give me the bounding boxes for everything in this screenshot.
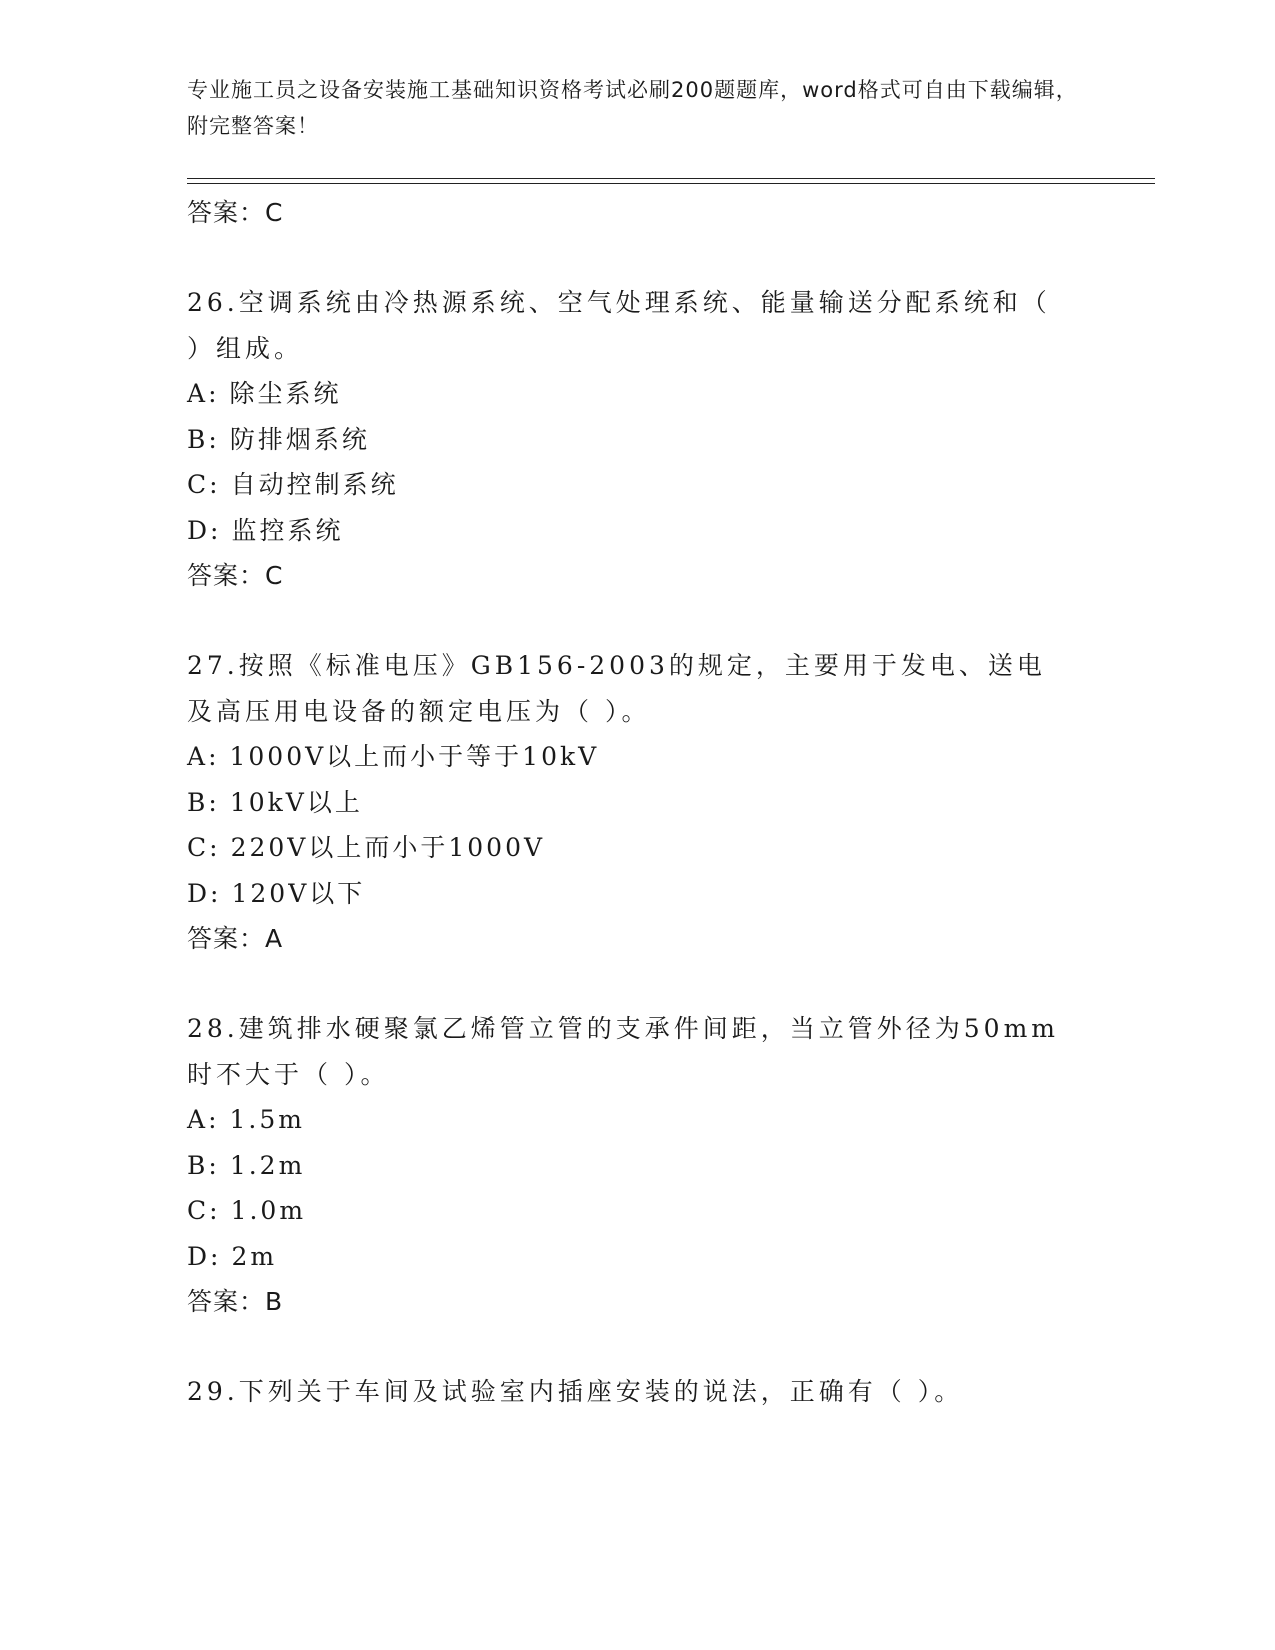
option-c	[187, 825, 1087, 871]
option-c	[187, 1188, 1087, 1234]
answer-label: 答案：	[187, 1287, 266, 1316]
option-letter: A	[187, 742, 209, 771]
option-letter: C	[187, 470, 210, 499]
option-text: 1000V以上而小于等于10kV	[229, 742, 600, 771]
option-a	[187, 734, 1087, 780]
option-text: 220V以上而小于1000V	[230, 833, 546, 862]
spacer	[187, 599, 1087, 643]
option-separator: :	[208, 424, 220, 454]
option-b	[187, 780, 1087, 826]
option-separator: :	[208, 1105, 220, 1134]
option-text: 1.0m	[230, 1196, 307, 1225]
option-letter: B	[187, 424, 209, 454]
spacer	[187, 1325, 1087, 1369]
option-letter: D	[187, 515, 211, 545]
option-separator: :	[210, 1241, 222, 1271]
option-letter: B	[187, 1150, 209, 1180]
option-text: 120V以下	[231, 878, 366, 908]
option-letter: B	[187, 787, 209, 817]
answer-label: 答案：	[187, 561, 266, 590]
answer-label: 答案：	[187, 924, 266, 953]
option-text: 2m	[231, 1241, 278, 1271]
option-separator: :	[209, 1196, 221, 1225]
option-separator: :	[210, 878, 222, 908]
question-stem: 26.空调系统由冷热源系统、空气处理系统、能量输送分配系统和（ ）组成。	[187, 288, 1051, 363]
question-block	[187, 280, 1087, 599]
option-d	[187, 1234, 1087, 1280]
answer-value: C	[265, 561, 284, 590]
option-text: 监控系统	[231, 515, 344, 545]
answer-line	[187, 1279, 1087, 1325]
option-text: 防排烟系统	[229, 424, 370, 454]
option-separator: :	[210, 515, 222, 545]
answer-value: A	[265, 924, 284, 953]
option-separator: :	[209, 833, 221, 862]
option-letter: A	[187, 379, 209, 408]
option-a	[187, 1097, 1087, 1143]
question-stem: 28.建筑排水硬聚氯乙烯管立管的支承件间距，当立管外径为50mm时不大于（ ）。	[187, 1014, 1059, 1089]
answer-line	[187, 553, 1087, 599]
option-text: 10kV以上	[229, 787, 363, 817]
option-b	[187, 1143, 1087, 1189]
answer-label: 答案：	[187, 198, 266, 227]
option-a	[187, 371, 1087, 417]
question-stem: 27.按照《标准电压》GB156-2003的规定，主要用于发电、送电及高压用电设备的额定电压为（ ）。	[187, 651, 1046, 726]
option-separator: :	[209, 470, 221, 499]
question-block	[187, 1369, 1087, 1415]
option-separator: :	[208, 379, 220, 408]
question-block	[187, 1006, 1087, 1325]
answer-line	[187, 916, 1087, 962]
question-list	[187, 190, 1087, 1415]
option-c	[187, 462, 1087, 508]
answer-line	[187, 190, 1087, 236]
option-text: 1.5m	[229, 1105, 305, 1134]
option-letter: C	[187, 1196, 210, 1225]
question-stem: 29.下列关于车间及试验室内插座安装的说法，正确有（ ）。	[187, 1377, 964, 1406]
document-header: 专业施工员之设备安装施工基础知识资格考试必刷200题题库，word格式可自由下载编辑，附完整答案！	[187, 78, 1078, 138]
option-letter: C	[187, 833, 210, 862]
option-text: 自动控制系统	[230, 470, 399, 499]
header-divider-line-double	[187, 183, 1155, 184]
option-text: 1.2m	[229, 1150, 306, 1180]
option-separator: :	[208, 1150, 220, 1180]
spacer	[187, 236, 1087, 280]
option-letter: D	[187, 878, 211, 908]
answer-value: C	[265, 198, 284, 227]
spacer	[187, 962, 1087, 1006]
option-separator: :	[208, 742, 220, 771]
option-letter: A	[187, 1105, 209, 1134]
option-letter: D	[187, 1241, 211, 1271]
answer-value: B	[265, 1287, 284, 1316]
header-divider-line	[187, 178, 1155, 179]
question-block	[187, 643, 1087, 962]
option-separator: :	[208, 787, 220, 817]
option-text: 除尘系统	[229, 379, 342, 408]
option-d	[187, 871, 1087, 917]
option-d	[187, 508, 1087, 554]
option-b	[187, 417, 1087, 463]
